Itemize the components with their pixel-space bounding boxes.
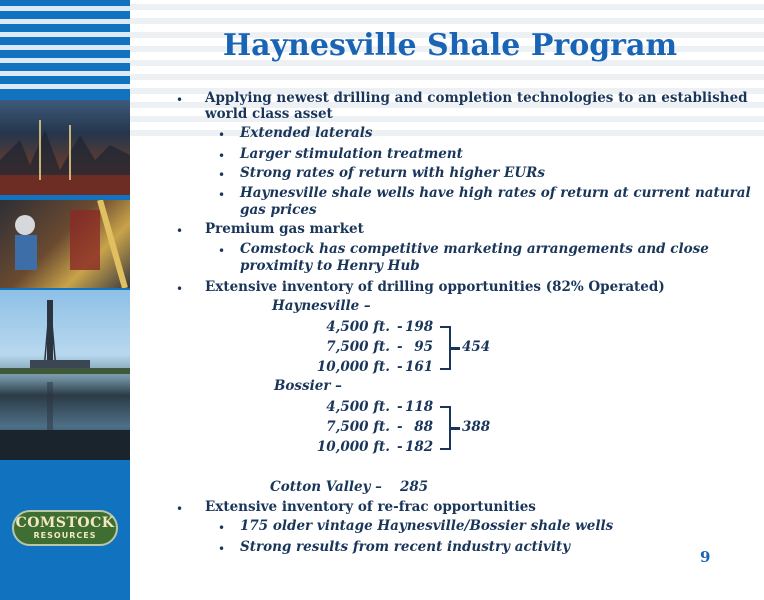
dash: - bbox=[397, 359, 403, 375]
sidebar-stripe bbox=[0, 71, 130, 76]
bullet-marker: • bbox=[176, 282, 184, 296]
sub-bullet-haynesville-line-2: gas prices bbox=[240, 202, 317, 218]
well-count: 161 bbox=[405, 359, 434, 375]
depth-label: 7,500 ft. bbox=[326, 419, 390, 435]
sub-bullet-extended-laterals: Extended laterals bbox=[240, 125, 373, 141]
sidebar-stripe bbox=[0, 6, 130, 11]
sub-bullet-marketing-line-2: proximity to Henry Hub bbox=[240, 258, 420, 274]
bullet-1-line-1: Applying newest drilling and completion technologies to an established bbox=[205, 90, 748, 106]
sub-bullet-stimulation: Larger stimulation treatment bbox=[240, 146, 463, 162]
drilling-site-photo bbox=[0, 100, 130, 195]
page-number: 9 bbox=[700, 548, 711, 566]
haynesville-total: 454 bbox=[462, 339, 491, 355]
bossier-total: 388 bbox=[462, 419, 491, 435]
logo-subtext: RESOURCES bbox=[33, 531, 97, 540]
sub-bullet-industry-results: Strong results from recent industry activity bbox=[240, 539, 571, 555]
dash: - bbox=[397, 399, 403, 415]
cotton-valley-count: 285 bbox=[400, 479, 429, 495]
sidebar-stripe bbox=[0, 32, 130, 37]
sub-bullet-haynesville-line-1: Haynesville shale wells have high rates of return at current natural bbox=[240, 185, 751, 201]
well-count: 182 bbox=[405, 439, 434, 455]
sub-bullet-older-wells: 175 older vintage Haynesville/Bossier shale wells bbox=[240, 518, 614, 534]
depth-label: 10,000 ft. bbox=[316, 359, 390, 375]
haynesville-bracket-tick bbox=[451, 347, 460, 350]
bullet-2: Premium gas market bbox=[205, 221, 364, 237]
well-count: 118 bbox=[405, 399, 434, 415]
dash: - bbox=[397, 419, 403, 435]
sidebar-stripe bbox=[0, 45, 130, 50]
haynesville-label: Haynesville – bbox=[272, 298, 371, 314]
depth-label: 4,500 ft. bbox=[326, 319, 390, 335]
well-count: 88 bbox=[414, 419, 433, 435]
bullet-marker: • bbox=[218, 128, 226, 142]
bullet-marker: • bbox=[218, 521, 226, 535]
sidebar-panel bbox=[0, 0, 130, 600]
depth-label: 10,000 ft. bbox=[316, 439, 390, 455]
bossier-label: Bossier – bbox=[274, 378, 342, 394]
logo-wordmark: COMSTOCK bbox=[15, 515, 115, 531]
bossier-bracket-tick bbox=[451, 427, 460, 430]
dash: - bbox=[397, 439, 403, 455]
rig-reflection-photo bbox=[0, 290, 130, 460]
cotton-valley-label: Cotton Valley – bbox=[270, 479, 382, 495]
bullet-marker: • bbox=[176, 502, 184, 516]
bullet-3: Extensive inventory of drilling opportunities (82% Operated) bbox=[205, 279, 665, 295]
bullet-marker: • bbox=[176, 93, 184, 107]
sub-bullet-returns: Strong rates of return with higher EURs bbox=[240, 165, 545, 181]
dash: - bbox=[397, 339, 403, 355]
page-title: Haynesville Shale Program bbox=[222, 28, 678, 63]
sidebar-stripe bbox=[0, 58, 130, 63]
rig-workers-photo bbox=[0, 200, 130, 288]
company-logo bbox=[12, 510, 118, 546]
depth-label: 4,500 ft. bbox=[326, 399, 390, 415]
bullet-marker: • bbox=[218, 168, 226, 182]
well-count: 198 bbox=[405, 319, 434, 335]
bullet-4: Extensive inventory of re-frac opportunities bbox=[205, 499, 536, 515]
haynesville-bracket bbox=[440, 326, 451, 370]
bullet-marker: • bbox=[218, 542, 226, 556]
dash: - bbox=[397, 319, 403, 335]
bossier-bracket bbox=[440, 406, 451, 450]
sidebar-stripe bbox=[0, 84, 130, 89]
bullet-marker: • bbox=[176, 224, 184, 238]
sidebar-stripe bbox=[0, 19, 130, 24]
bullet-marker: • bbox=[218, 244, 226, 258]
well-count: 95 bbox=[414, 339, 433, 355]
bullet-marker: • bbox=[218, 188, 226, 202]
bullet-marker: • bbox=[218, 149, 226, 163]
depth-label: 7,500 ft. bbox=[326, 339, 390, 355]
sub-bullet-marketing-line-1: Comstock has competitive marketing arrangements and close bbox=[240, 241, 709, 257]
bullet-1-line-2: world class asset bbox=[205, 106, 333, 122]
